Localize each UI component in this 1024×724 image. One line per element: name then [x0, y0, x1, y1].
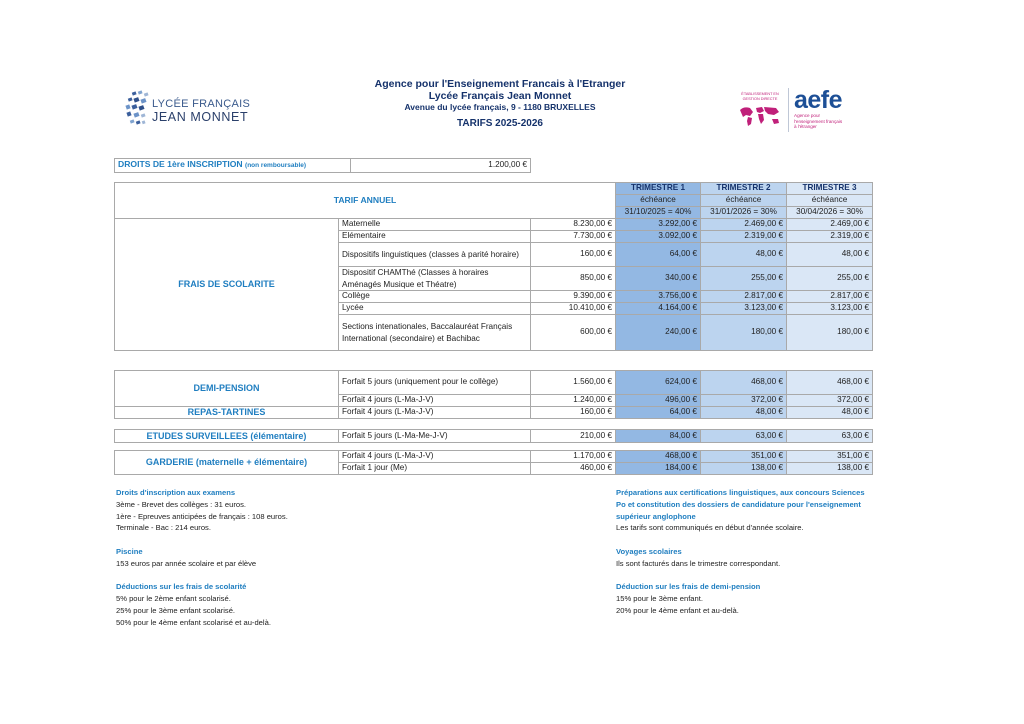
row-t2: 138,00 €	[701, 463, 787, 475]
row-t1: 496,00 €	[616, 395, 701, 407]
logo-line-2: JEAN MONNET	[152, 110, 249, 124]
row-desc: Forfait 4 jours (L-Ma-J-V)	[339, 451, 531, 463]
row-t3: 351,00 €	[787, 451, 873, 463]
page-title: TARIFS 2025-2026	[457, 118, 543, 129]
row-desc: Dispositifs linguistiques (classes à parité horaire)	[339, 243, 531, 267]
voyages-title: Voyages scolaires	[616, 546, 682, 556]
row-t1: 3.092,00 €	[616, 231, 701, 243]
row-t3: 48,00 €	[787, 407, 873, 419]
examens-item: Terminale - Bac : 214 euros.	[116, 523, 211, 533]
row-t3: 2.817,00 €	[787, 291, 873, 303]
row-desc: Forfait 4 jours (L-Ma-J-V)	[339, 395, 531, 407]
row-desc: Forfait 1 jour (Me)	[339, 463, 531, 475]
school-name: Lycée Français Jean Monnet	[428, 90, 572, 102]
row-t2: 2.817,00 €	[701, 291, 787, 303]
row-t2: 48,00 €	[701, 407, 787, 419]
row-annual: 10.410,00 €	[531, 303, 616, 315]
row-desc: Lycée	[339, 303, 531, 315]
trimestre-1-date: 31/10/2025 = 40%	[616, 207, 701, 219]
trimestre-3-date: 30/04/2026 = 30%	[787, 207, 873, 219]
row-t2: 351,00 €	[701, 451, 787, 463]
row-t2: 2.319,00 €	[701, 231, 787, 243]
notes-left	[116, 487, 446, 629]
logo-line-1: LYCÉE FRANÇAIS	[152, 98, 251, 110]
row-annual: 8.230,00 €	[531, 219, 616, 231]
document-header	[300, 78, 700, 130]
row-t1: 624,00 €	[616, 371, 701, 395]
row-annual: 850,00 €	[531, 267, 616, 291]
demi-pension-label: DEMI-PENSION	[115, 371, 339, 407]
trimestre-1-echeance: échéance	[616, 195, 701, 207]
dp-deduction-item: 20% pour le 4ème enfant et au-delà.	[616, 605, 739, 615]
trimestre-2-header: TRIMESTRE 2	[701, 183, 787, 195]
lycee-jean-monnet-logo	[124, 88, 264, 134]
row-t3: 468,00 €	[787, 371, 873, 395]
prep-text: Les tarifs sont communiqués en début d'année scolaire.	[616, 523, 804, 533]
row-t1: 184,00 €	[616, 463, 701, 475]
row-annual: 160,00 €	[531, 243, 616, 267]
row-annual: 600,00 €	[531, 315, 616, 351]
examens-title: Droits d'inscription aux examens	[116, 488, 236, 497]
row-t1: 240,00 €	[616, 315, 701, 351]
row-desc: Maternelle	[339, 219, 531, 231]
inscription-note: (non remboursable)	[245, 162, 307, 169]
deductions-item: 5% pour le 2ème enfant scolarisé.	[116, 594, 231, 604]
row-t2: 2.469,00 €	[701, 219, 787, 231]
etudes-label: ETUDES SURVEILLEES (élémentaire)	[115, 430, 339, 443]
row-t2: 372,00 €	[701, 395, 787, 407]
row-desc: Forfait 5 jours (L-Ma-Me-J-V)	[339, 430, 531, 443]
tuition-table	[114, 182, 873, 351]
spacer	[616, 534, 886, 546]
row-annual: 1.170,00 €	[531, 451, 616, 463]
row-t3: 2.469,00 €	[787, 219, 873, 231]
table-row	[115, 451, 873, 463]
row-annual: 460,00 €	[531, 463, 616, 475]
trimestre-3-echeance: échéance	[787, 195, 873, 207]
row-t3: 63,00 €	[787, 430, 873, 443]
row-t2: 48,00 €	[701, 243, 787, 267]
row-t1: 84,00 €	[616, 430, 701, 443]
table-row	[115, 430, 873, 443]
dp-deduction-item: 15% pour le 3ème enfant.	[616, 594, 703, 604]
row-t2: 255,00 €	[701, 267, 787, 291]
row-desc: Sections intenationales, Baccalauréat Français International (secondaire) et Bachibac	[339, 315, 531, 351]
tarif-annuel-header: TARIF ANNUEL	[115, 183, 616, 219]
row-t3: 255,00 €	[787, 267, 873, 291]
table-row	[115, 407, 873, 419]
inscription-amount: 1.200,00 €	[351, 159, 531, 173]
row-desc: Forfait 4 jours (L-Ma-J-V)	[339, 407, 531, 419]
spacer	[116, 534, 446, 546]
row-t1: 64,00 €	[616, 407, 701, 419]
deductions-title: Déductions sur les frais de scolarité	[116, 582, 247, 592]
piscine-title: Piscine	[116, 546, 143, 556]
school-address: Avenue du lycée français, 9 - 1180 BRUXELLES	[404, 102, 596, 112]
row-t3: 2.319,00 €	[787, 231, 873, 243]
demi-pension-table	[114, 370, 873, 419]
row-annual: 1.560,00 €	[531, 371, 616, 395]
aefe-sub-line-2: l'enseignement français	[794, 118, 843, 124]
row-t3: 3.123,00 €	[787, 303, 873, 315]
row-t2: 63,00 €	[701, 430, 787, 443]
row-t1: 468,00 €	[616, 451, 701, 463]
row-annual: 160,00 €	[531, 407, 616, 419]
examens-item: 3ème - Brevet des collèges : 31 euros.	[116, 499, 247, 509]
row-annual: 9.390,00 €	[531, 291, 616, 303]
row-t1: 3.756,00 €	[616, 291, 701, 303]
row-t3: 180,00 €	[787, 315, 873, 351]
aefe-sub-line-3: à l'étranger	[794, 124, 817, 129]
notes-right	[616, 487, 886, 617]
repas-tartines-label: REPAS-TARTINES	[115, 407, 339, 419]
row-annual: 210,00 €	[531, 430, 616, 443]
table-row	[115, 219, 873, 231]
piscine-text: 153 euros par année scolaire et par élève	[116, 558, 257, 568]
examens-item: 1ère - Epreuves anticipées de français : 108 euros.	[116, 511, 288, 521]
trimestre-2-date: 31/01/2026 = 30%	[701, 207, 787, 219]
etudes-table	[114, 429, 873, 443]
inscription-table	[114, 158, 531, 173]
row-t1: 64,00 €	[616, 243, 701, 267]
garderie-table	[114, 450, 873, 475]
world-map-icon	[738, 104, 782, 128]
trimestre-2-echeance: échéance	[701, 195, 787, 207]
agency-name: Agence pour l'Enseignement Francais à l'Etranger	[374, 78, 626, 90]
prep-title-line-2: Po et constitution des dossiers de candidature pour l'enseignement	[616, 499, 861, 509]
row-t3: 48,00 €	[787, 243, 873, 267]
aefe-badge-text: ÉTABLISSEMENT EN GESTION DIRECTE	[741, 92, 779, 101]
table-row	[115, 371, 873, 395]
inscription-label-text: DROITS DE 1ère INSCRIPTION	[118, 159, 243, 169]
voyages-text: Ils sont facturés dans le trimestre correspondant.	[616, 558, 781, 568]
frais-scolarite-label: FRAIS DE SCOLARITE	[115, 219, 339, 351]
globe-dots-icon	[124, 88, 154, 132]
dp-deduction-title: Déduction sur les frais de demi-pension	[616, 582, 761, 592]
row-t1: 4.164,00 €	[616, 303, 701, 315]
spacer	[116, 570, 446, 582]
prep-title-line-3: supérieur anglophone	[616, 511, 696, 521]
logo-divider	[788, 88, 789, 132]
row-t1: 3.292,00 €	[616, 219, 701, 231]
trimestre-3-header: TRIMESTRE 3	[787, 183, 873, 195]
row-annual: 7.730,00 €	[531, 231, 616, 243]
row-t2: 180,00 €	[701, 315, 787, 351]
aefe-logo	[736, 86, 866, 134]
aefe-sub-line-1: Agence pour	[794, 113, 821, 118]
deductions-item: 25% pour le 3ème enfant scolarisé.	[116, 605, 236, 615]
row-desc: Elémentaire	[339, 231, 531, 243]
deductions-item: 50% pour le 4ème enfant scolarisé et au-delà.	[116, 617, 271, 627]
row-desc: Forfait 5 jours (uniquement pour le collège)	[339, 371, 531, 395]
prep-title	[616, 487, 886, 522]
trimestre-1-header: TRIMESTRE 1	[616, 183, 701, 195]
inscription-label	[115, 159, 351, 173]
row-t2: 468,00 €	[701, 371, 787, 395]
row-desc: Collège	[339, 291, 531, 303]
row-t3: 138,00 €	[787, 463, 873, 475]
aefe-subtitle	[794, 113, 842, 130]
row-t3: 372,00 €	[787, 395, 873, 407]
row-t2: 3.123,00 €	[701, 303, 787, 315]
row-annual: 1.240,00 €	[531, 395, 616, 407]
prep-title-line-1: Préparations aux certifications linguistiques, aux concours Sciences	[616, 488, 865, 497]
spacer	[616, 570, 886, 582]
row-t1: 340,00 €	[616, 267, 701, 291]
aefe-wordmark: aefe	[794, 86, 843, 114]
row-desc: Dispositif CHAMThé (Classes à horaires Aménagés Musique et Théatre)	[339, 267, 531, 291]
garderie-label: GARDERIE (maternelle + élémentaire)	[115, 451, 339, 475]
